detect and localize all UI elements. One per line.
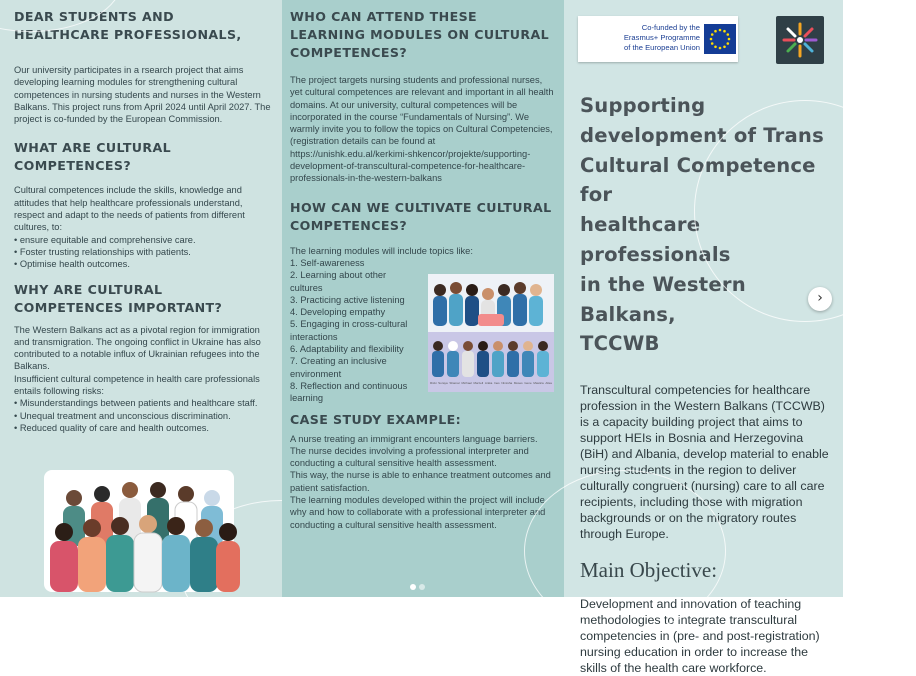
why-paragraph: The Western Balkans act as a pivotal region for immigration and transmigration. The ongoing conflict in Ukraine has also contributed to a notable influx of Ukrainian refugees into the Balkans. [14, 324, 261, 372]
main-objective-text: Development and innovation of teaching methodologies to integrate transcultural competencies in (pre- and post-registration) nursing education in order to increase the skills of the health care workforce. [580, 597, 820, 676]
brochure-panel-right [564, 0, 843, 676]
title-line: Supporting [580, 94, 706, 117]
case-study-text-2: This way, the nurse is able to enhance treatment outcomes and patient satisfaction. [290, 470, 551, 493]
title-line: Cultural Competence for [580, 153, 816, 207]
healthcare-workers-illustration [44, 470, 234, 592]
illustration-label: Michael [461, 381, 472, 385]
list-item: 1. Self-awareness [290, 257, 365, 268]
list-item: 5. Engaging in cross-cultural interactions [290, 319, 408, 342]
heading-why-important: WHY ARE CULTURAL COMPETENCES IMPORTANT? [14, 281, 223, 315]
eu-logo-line: Co-funded by the [641, 23, 700, 32]
risk-list [14, 397, 272, 434]
list-item: 4. Developing empathy [290, 307, 386, 318]
illustration-label: Anika [484, 381, 493, 385]
project-intro: Transcultural competencies for healthcare profession in the Western Balkans (TCCWB) is a capacity building project that aims to support HEIs in Bosnia and Herzegovina (BiH) and Albania, develop material to enable nursing students in the region to deliver culturally congruent (nursing) care to all care recipients, including those with migration backgrounds or on the migratory routes through Europe. [580, 383, 829, 542]
tccwb-logo-icon [776, 16, 824, 64]
attend-paragraph: The project targets nursing students and professional nurses, yet cultural competences are relevant and important in all health domains. At our university, cultural competences will be incorporated in the course “Fundamentals of Nursing”. We warmly invite you to follow the topics on Cultural Competencies, (registration details can be found at https://unishk.edu.al/kerkimi-shkencor/projekte/supporting-development-of-transcultural-competence-for-healthcare-professionals-in-the-western-balkans [290, 75, 554, 184]
title-line: in the Western Balkans, [580, 272, 746, 326]
main-objective-heading: Main Objective: [580, 558, 718, 583]
nurses-team-illustration [428, 274, 554, 392]
chevron-right-icon: › [817, 290, 823, 306]
project-title [580, 91, 842, 359]
illustration-label: Ines [494, 381, 500, 385]
eu-flag-icon [704, 24, 736, 54]
illustration-label: Ricki [430, 381, 437, 385]
illustration-label: Moses [513, 381, 523, 385]
illustration-labels [430, 381, 552, 385]
illustration-label: Nimisha [501, 381, 513, 385]
case-study-text-3: The learning modules developed within the project will include why and how to collaborate with a professional interpreter and conducting a cultural sensitive health assessment. [290, 495, 546, 530]
healthcare-workers-illustration-svg [44, 470, 234, 592]
eu-logo-line: Erasmus+ Programme [623, 33, 700, 42]
erasmus-cofunded-logo [578, 16, 738, 62]
modules-intro: The learning modules will include topics like: [290, 245, 473, 256]
list-item: • Unequal treatment and unconscious discrimination. [14, 410, 231, 421]
list-item: 2. Learning about other cultures [290, 270, 387, 293]
brochure-panel-left [0, 0, 282, 597]
list-item: 7. Creating an inclusive environment [290, 356, 387, 379]
carousel-pagination [410, 575, 428, 594]
illustration-label: Marzell [473, 381, 484, 385]
heading-what-are-cc: WHAT ARE CULTURAL COMPETENCES? [14, 140, 172, 174]
title-line: development of Trans [580, 123, 824, 147]
nurses-team-illustration-svg [428, 274, 554, 392]
risk-intro: Insufficient cultural competence in health care professionals entails following risks: [14, 373, 260, 397]
modules-list [290, 257, 418, 405]
list-item: • Foster trusting relationships with patients. [14, 246, 191, 257]
list-item: • ensure equitable and comprehensive care. [14, 234, 196, 245]
illustration-label: Alisa [545, 381, 552, 385]
brochure-panel-middle [282, 0, 564, 597]
carousel-next-button[interactable] [808, 287, 832, 311]
illustration-label: Soraya [438, 381, 448, 385]
heading-who-can-attend: WHO CAN ATTEND THESE LEARNING MODULES ON CULTURAL COMPETENCES? [290, 9, 550, 60]
carousel-dot-active[interactable] [410, 584, 416, 590]
list-item: 3. Practicing active listening [290, 294, 405, 305]
cc-definition: Cultural competences include the skills, knowledge and attitudes that help healthcare professionals understand, respect and adapt to the needs of patients from different cultures, to: [14, 185, 245, 233]
eu-stars-svg [704, 24, 736, 54]
intro-paragraph: Our university participates in a rsearch project that aims developing learning modules for strengthening cultural competences in nursing students and nurses in the Western Balkans. This project runs from April 2024 until April 2027. The project is co-funded by the European Commission. [14, 65, 271, 125]
list-item: • Optimise health outcomes. [14, 259, 130, 270]
title-line: healthcare professionals [580, 213, 731, 266]
case-study-text-1: A nurse treating an immigrant encounters language barriers. The nurse decides involving a professional interpreter and conducting a cultural sensitive health assessment. [290, 433, 538, 469]
carousel-dot[interactable] [419, 584, 425, 590]
illustration-label: Gene [524, 381, 532, 385]
heading-how-cultivate: HOW CAN WE CULTIVATE CULTURAL COMPETENCES? [290, 199, 552, 233]
illustration-label: Shamar [449, 381, 460, 385]
cc-benefit-list [14, 234, 272, 271]
list-item: 8. Reflection and continuous learning [290, 380, 408, 404]
heading-case-study: CASE STUDY EXAMPLE: [290, 411, 462, 427]
list-item: • Misunderstandings between patients and healthcare staff. [14, 398, 258, 409]
list-item: • Reduced quality of care and health outcomes. [14, 422, 209, 433]
tccwb-project-logo [776, 16, 824, 64]
eu-logo-line: of the European Union [624, 43, 700, 52]
heading-dear-students: DEAR STUDENTS AND HEALTHCARE PROFESSIONALS, [14, 9, 242, 42]
eu-logo-text [584, 23, 700, 53]
list-item: 6. Adaptability and flexibility [290, 344, 404, 355]
title-line: TCCWB [580, 332, 660, 356]
illustration-label: Mastica [533, 381, 544, 385]
